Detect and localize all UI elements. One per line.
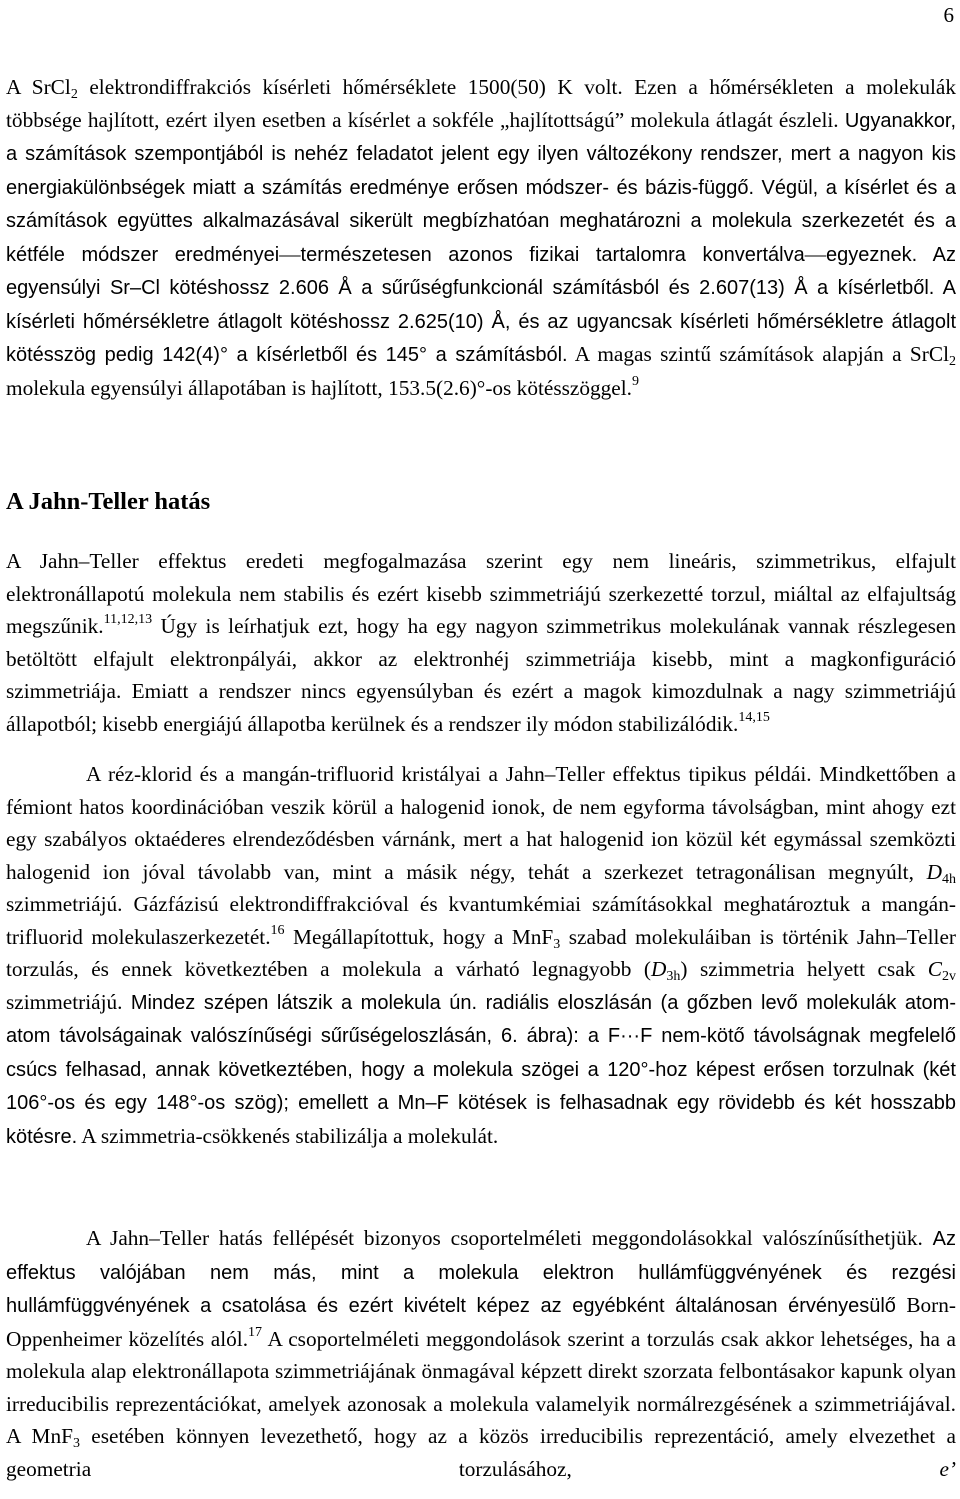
em-dash: — [279,241,301,266]
symmetry-symbol: C [927,957,942,981]
symmetry-symbol: e’ [939,1456,956,1481]
reference-superscript: 9 [632,373,640,389]
subscript: 3 [72,1436,80,1451]
sans-text-span: Az effektus valójában nem más, mint a molekula elektron hullámfüggvényének és rezgési hullámfüggvényének a csatolása és ezért kivételt képez az egyébként általánosan érvényesülő [6,1228,956,1317]
reference-superscript: 16 [270,922,285,938]
text-span: ) szimmetria helyett csak [680,957,928,981]
text-span: szimmetriájú. [6,989,131,1014]
text-span: A réz-klorid és a mangán-trifluorid kristályai a Jahn–Teller effektus tipikus példái. Mindkettőben a fémiont hatos koordinációban veszik körül a halogenid ionok, de nem egyforma távolságban, mint ahogy ezt egy szabályos oktaéderes elrendeződésben várnánk, mert a hat halogenid ion közül két egymással szemközti halogenid ion jóval távolabb van, mint a másik négy, tehát a szerkezet tetragonálisan megnyúlt, [6,762,956,884]
subscript: 2 [70,87,78,102]
subscript: 4h [942,871,956,887]
sans-text-span: Mindez szépen látszik a molekula ún. radiális eloszlásán (a gőzben levő molekulák atom-atom távolságainak valószínűségi sűrűségeloszlásán, 6. ábra): a F···F nem-kötő távolságnak megfelelő csúcs felhasad, annak következtében, hogy a molekula szögei a 120°-hoz képest erősen torzulnak (két 106°-os és egy 148°-os szög); emellett a Mn–F kötések is felhasadnak egy rövidebb és két hosszabb kötésre. [6,991,956,1148]
text-span: A magas szintű számítások alapján a SrCl [567,342,949,366]
text-span: szabad molekuláiban is történik Jahn–Teller torzulás, és ennek következtében a molekula a várható legnagyobb ( [6,924,957,981]
text-span: A csoportelméleti meggondolások szerint a torzulás csak akkor lehetséges, ha a molekula alap elektronállapota szimmetriájának önmagával képzett direkt szorzata felbontásakor kapunk olyan irreducibilis reprezentációkat, amelyek azonosak a molekula valamelyik normálrezgésének a szimmetriájával. A MnF [6,1326,956,1448]
subscript: 3 [553,936,561,952]
text-span: Megállapítottuk, hogy a MnF [284,924,554,949]
section-heading: A Jahn-Teller hatás [6,488,211,515]
subscript: 2 [949,354,956,369]
text-span: molekula egyensúlyi állapotában is hajlított, 153.5(2.6)°-os kötésszöggel. [6,375,633,400]
symmetry-symbol: D [651,957,667,981]
text-span: Born-Oppenheimer közelítés alól. [6,1293,957,1351]
sans-text-span: egyeznek. Az egyensúlyi Sr–Cl kötéshossz 2.606 Å a sűrűségfunkcionál számításból és 2.607(13) Å a kísérletből. A kísérleti hőmérsékletre átlagolt kötéshossz 2.625(10) Å, és az ugyancsak kísérleti hőmérsékletre átlagolt kötésszög pedig 142(4)° a kísérletből és 145° a számításból. [6,243,956,366]
em-dash: — [804,241,827,266]
paragraph-srcl2 [6,71,956,404]
text-span: A SrCl [6,75,71,99]
sans-text-span: természetesen azonos fizikai tartalomra konvertálva [300,243,805,266]
text-span: A Jahn–Teller effektus eredeti megfogalmazása szerint egy nem lineáris, szimmetrikus, elfajult elektronállapotú molekula nem stabilis és ezért kisebb szimmetriájú szerkezetté torzul, miáltal az elfajultság megszűnik. [6,549,956,638]
text-span: Úgy is leírhatjuk ezt, hogy ha egy nagyon szimmetrikus molekulának vannak részlegesen betöltött elfajult elektronpályái, akkor az elektronhéj szimmetriája kisebb, mint a magkonfiguráció szimmetriája. Emiatt a rendszer nincs egyensúlyban és ezért a magok kimozdulnak a nagy szimmetriájú állapotból; kisebb energiájú állapotba kerülnek és a rendszer ily módon stabilizálódik. [6,614,956,736]
paragraph-mnf3-example [6,758,956,1153]
subscript: 2v [941,969,956,984]
subscript: 3h [666,969,681,984]
text-span: esetében könnyen levezethető, hogy az a közös irreducibilis reprezentáció, amely elvezethet a geometria torzulásához, [6,1424,956,1481]
reference-superscript: 14,15 [738,709,770,725]
text-span: A szimmetria-csökkenés stabilizálja a molekulát. [77,1123,499,1148]
paragraph-jahn-teller-definition [6,545,956,740]
reference-superscript: 17 [248,1324,263,1340]
symmetry-symbol: D [926,859,942,884]
sans-text-span: Ugyanakkor, a számítások szempontjából is nehéz feladatot jelent egy ilyen változékony rendszer, mert a nagyon kis energiakülönbségek miatt a számítás eredménye erősen módszer- és bázis-függő. Végül, a kísérlet és a számítások együttes alkalmazásával sikerült megbízhatóan meghatározni a molekula szerkezetét és a kétféle módszer eredményei [6,109,956,266]
paragraph-group-theory [6,1222,956,1485]
text-span: elektrondiffrakciós kísérleti hőmérséklete 1500(50) K volt. Ezen a hőmérsékleten a molekulák többsége hajlított, ezért ilyen esetben a kísérlet a sokféle „hajlítottságú” molekula átlagát észleli. [6,75,956,132]
reference-superscript: 11,12,13 [103,612,153,627]
page-number: 6 [943,3,954,27]
text-span: szimmetriájú. Gázfázisú elektrondiffrakcióval és kvantumkémiai számításokkal meghatároztuk a mangán-trifluorid molekulaszerkezetét. [6,892,956,949]
text-span: A Jahn–Teller hatás fellépését bizonyos csoportelméleti meggondolásokkal valószínűsíthetjük. [86,1226,933,1250]
